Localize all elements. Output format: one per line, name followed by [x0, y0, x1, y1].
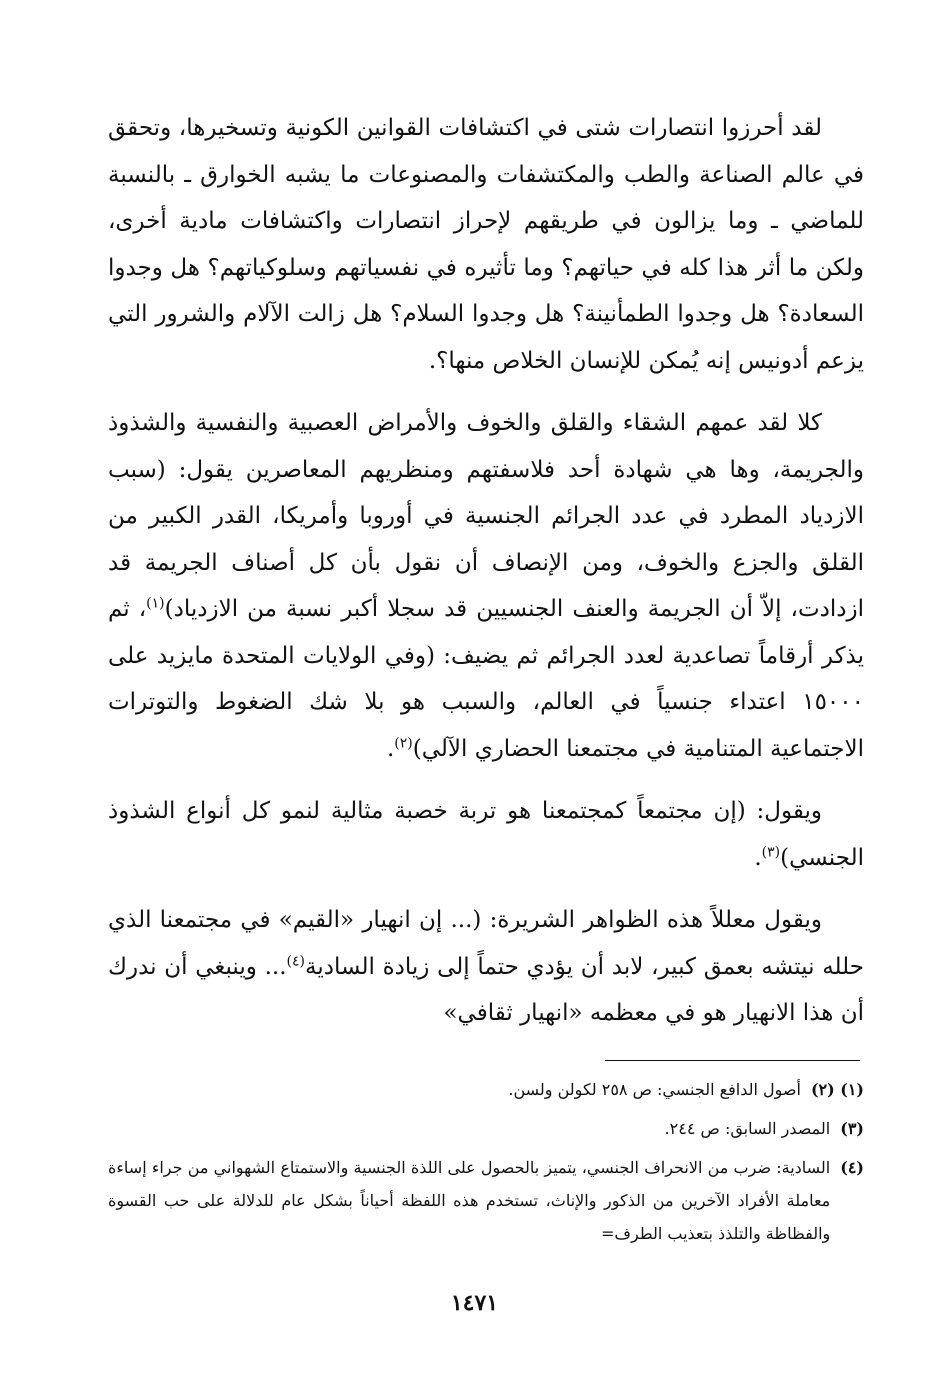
paragraph-text: ، ثم يذكر أرقاماً تصاعدية لعدد الجرائم ثم يضيف: (وفي الولايات المتحدة مايزيد على ١٥٠٠٠ اعتداء جنسياً في العالم، والسبب هو بلا شك الضغوط والتوترات الاجتماعية المتنامية في مجتمعنا الحضاري الآلي) [108, 596, 864, 762]
paragraph-3 [108, 788, 864, 881]
footnote-mark: (١) (٢) [810, 1080, 864, 1099]
footnote-1-2 [108, 1073, 864, 1106]
footnote-mark: (٤) [840, 1158, 864, 1177]
page-number: ١٤٧١ [450, 1290, 499, 1316]
paragraph-text: ... وينبغي أن ندرك أن هذا الانهيار هو في معظمه «انهيار ثقافي» [108, 953, 864, 1026]
paragraph-2 [108, 400, 864, 772]
footnote-3 [108, 1112, 864, 1145]
paragraph-text: ويقول: (إن مجتمعاً كمجتمعنا هو تربة خصبة مثالية لنمو كل أنواع الشذوذ الجنسي) [108, 798, 864, 871]
paragraph-4 [108, 897, 864, 1037]
paragraph-text: . [386, 735, 395, 762]
footnote-ref: (٣) [761, 843, 781, 860]
paragraph-1: لقد أحرزوا انتصارات شتى في اكتشافات القوانين الكونية وتسخيرها، وتحقق في عالم الصناعة والطب والمكتشفات والمصنوعات ما يشبه الخوارق ـ بالنسبة للماضي ـ وما يزالون في طريقهم لإحراز انتصارات واكتشافات مادية أخرى، ولكن ما أثر هذا كله في حياتهم؟ وما تأثيره في نفسياتهم وسلوكياتهم؟ هل وجدوا السعادة؟ هل وجدوا الطمأنينة؟ هل وجدوا السلام؟ هل زالت الآلام والشرور التي يزعم أدونيس إنه يُمكن للإنسان الخلاص منها؟. [108, 115, 864, 374]
footnote-ref: (١) [146, 595, 165, 612]
paragraph-text: . [754, 844, 762, 871]
paragraph-text: كلا لقد عمهم الشقاء والقلق والخوف والأمراض العصبية والنفسية والشذوذ والجريمة، وها هي شهادة أحد فلاسفتهم ومنظريهم المعاصرين يقول: (سبب الازدياد المطرد في عدد الجرائم الجنسية في أوروبا وأمريكا، القدر الكبير من القلق والجزع والخوف، ومن الإنصاف أن نقول بأن كل أصناف الجريمة قد ازدادت، إلاّ أن الجريمة والعنف الجنسيين قد سجلا أكبر نسبة من الازدياد) [108, 410, 864, 622]
footnote-mark: (٣) [840, 1119, 864, 1138]
paragraph-text: ويقول معللاً هذه الظواهر الشريرة: (... إن انهيار «القيم» في مجتمعنا الذي حلله نيتشه بعمق كبير، لابد أن يؤدي حتماً إلى زيادة السادية [108, 907, 865, 980]
footnote-ref: (٤) [286, 952, 305, 969]
footnote-separator [605, 1060, 860, 1061]
footnote-ref: (٢) [394, 734, 413, 751]
footnotes [108, 1073, 864, 1256]
footnote-text: السادية: ضرب من الانحراف الجنسي، يتميز بالحصول على اللذة الجنسية والاستمتاع الشهواني من جراء إساءة معاملة الأفراد الآخرين من الذكور والإناث، تستخدم هذه اللفظة أحياناً بشكل عام للدلالة على حب القسوة والفظاظة والتلذذ بتعذيب الطرف= [108, 1158, 831, 1243]
footnote-4 [108, 1151, 864, 1250]
footnote-text: أصول الدافع الجنسي: ص ٢٥٨ لكولن ولسن. [508, 1080, 801, 1099]
footnote-text: المصدر السابق: ص ٢٤٤. [664, 1119, 831, 1138]
main-text [108, 105, 864, 1037]
